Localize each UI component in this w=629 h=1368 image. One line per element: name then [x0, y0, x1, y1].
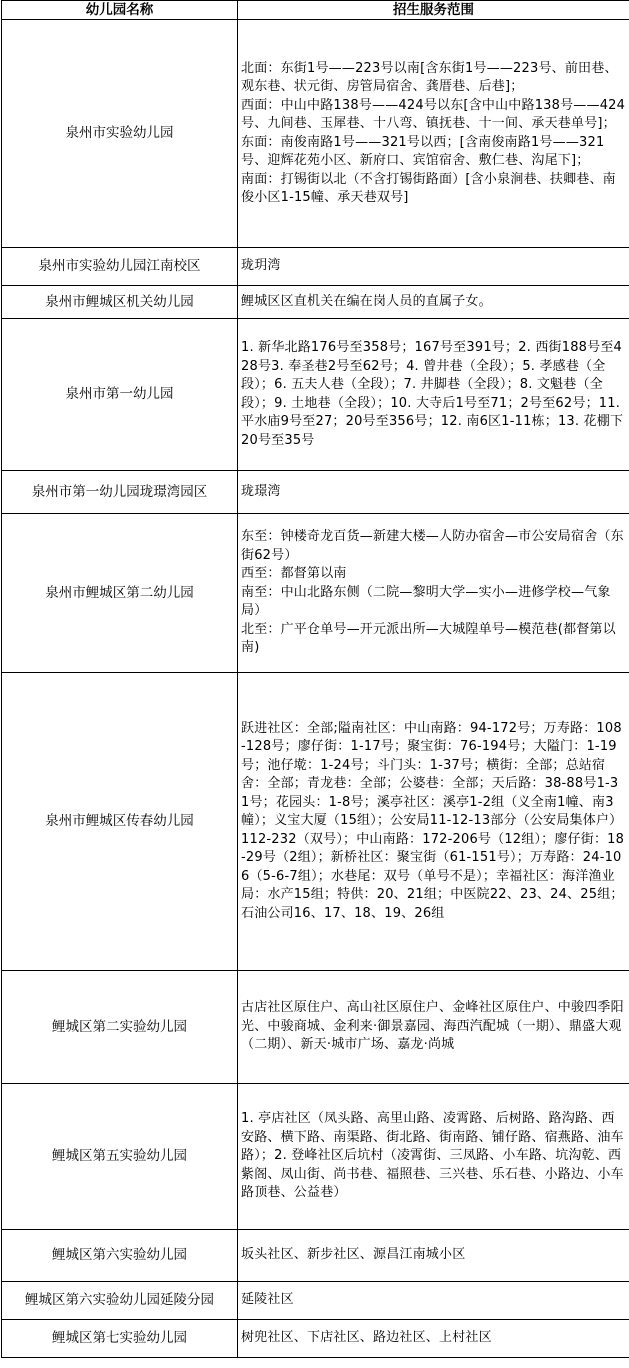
header-enrollment-scope: 招生服务范围: [238, 1, 629, 20]
enrollment-scope: [238, 673, 629, 971]
scope-line: 南至：中山北路东侧（二院—黎明大学—实小—进修学校—气象局）: [241, 584, 611, 619]
kindergarten-name: 鲤城区第二实验幼儿园: [2, 971, 238, 1084]
scope-line: 西面：中山中路138号——424号以东[含中山中路138号——424号、九间巷、玉犀巷、十八弯、镇抚巷、十一间、承天巷单号]；: [241, 97, 626, 131]
enrollment-table: [1, 0, 629, 1358]
scope-line: 珑玥湾: [241, 258, 281, 274]
table-row: [2, 1084, 629, 1230]
kindergarten-name: 泉州市鲤城区传春幼儿园: [2, 673, 238, 971]
table-row: [2, 248, 629, 286]
kindergarten-name: 泉州市鲤城区第二幼儿园: [2, 514, 238, 673]
enrollment-scope: [238, 1282, 629, 1320]
scope-line: 南面：打锡街以北（不含打锡街路面）[含小泉涧巷、扶卿巷、南俊小区1-15幢、承天巷双号]: [241, 171, 616, 205]
scope-line: 东面：南俊南路1号——321号以西；[含南俊南路1号——321号、迎辉花苑小区、新府口、宾馆宿舍、敷仁巷、沟尾下]；: [241, 134, 605, 168]
scope-line: 西至：都督第以南: [241, 566, 347, 582]
enrollment-scope: [238, 471, 629, 514]
table-row: [2, 971, 629, 1084]
scope-line: 北至：广平仓单号—开元派出所—大城隍单号—模范巷(都督第以南): [241, 621, 616, 656]
scope-line: 延陵社区: [241, 1292, 294, 1308]
kindergarten-name: 鲤城区第六实验幼儿园: [2, 1230, 238, 1282]
scope-line: 古店社区原住户、高山社区原住户、金峰社区原住户、中骏四季阳光、中骏商城、金利来·御景嘉园、海西汽配城（一期）、鼎盛大观（二期）、新天·城市广场、嘉龙·尚城: [241, 1000, 624, 1053]
kindergarten-name: 泉州市第一幼儿园: [2, 319, 238, 471]
enrollment-scope: [238, 1320, 629, 1358]
scope-line: 珑璟湾: [241, 483, 281, 499]
enrollment-scope: [238, 1230, 629, 1282]
enrollment-scope: [238, 20, 629, 248]
scope-line: 东至：钟楼奇龙百货—新建大楼—人防办宿舍—市公安局宿舍（东街62号）: [241, 529, 624, 563]
enrollment-scope: [238, 248, 629, 286]
scope-line: 坂头社区、新步社区、源昌江南城小区: [241, 1247, 466, 1263]
scope-line: 1. 新华北路176号至358号；167号至391号；2. 西街188号至428号3. 奉圣巷2号至62号；4. 曾井巷（全段）；5. 孝感巷（全段）；6. 五夫人巷（全段）；7. 井脚巷（全段）；8. 文魁巷（全段）；9. 土地巷（全段）；10. 大寺后1号至71；2号至62号；11. 平水庙9号至27；20号至356号；12. 南6区1-11栋；13. 花棚下20号至35号: [241, 340, 624, 448]
table-row: [2, 20, 629, 248]
table-row: [2, 1320, 629, 1358]
kindergarten-name: 鲤城区第五实验幼儿园: [2, 1084, 238, 1230]
scope-line: 跃进社区：全部;隘南社区：中山南路：94-172号；万寿路：108-128号；廖仔街：1-17号；聚宝街：76-194号；大隘门：1-19号；池仔墘：1-24号；斗门头：1-37号；横街：全部；总站宿舍：全部；青龙巷：全部；公婆巷：全部；天后路：38-88号1-31号；花园头：1-8号；溪亭社区：溪亭1-2组（义全南1幢、南3幢）；义宝大厦（15组）；公安局11-12-13部分（公安局集体户）112-232（双号）；中山南路：172-206号（12组）；廖仔街：18-29号（2组）；新桥社区：聚宝街（61-151号）；万寿路：24-106（5-6-7组）；水巷尾：双号（单号不是）；幸福社区：海洋渔业局：水产15组；特供：20、21组；中医院22、23、24、25组；石油公司16、17、18、19、26组: [241, 720, 625, 921]
table-header-row: [2, 1, 629, 20]
scope-line: 鲤城区区直机关在编在岗人员的直属子女。: [241, 293, 492, 309]
table-row: [2, 1230, 629, 1282]
kindergarten-name: 泉州市实验幼儿园江南校区: [2, 248, 238, 286]
enrollment-scope: [238, 1084, 629, 1230]
scope-line: 北面：东街1号——223号以南[含东街1号——223号、前田巷、观东巷、状元街、房管局宿舍、龚厝巷、后巷]；: [241, 60, 618, 94]
kindergarten-name: 泉州市实验幼儿园: [2, 20, 238, 248]
scope-line: 树兜社区、下店社区、路边社区、上村社区: [241, 1330, 492, 1346]
enrollment-scope: [238, 514, 629, 673]
table-row: [2, 514, 629, 673]
table-row: [2, 1282, 629, 1320]
kindergarten-name: 鲤城区第六实验幼儿园延陵分园: [2, 1282, 238, 1320]
kindergarten-name: 泉州市第一幼儿园珑璟湾园区: [2, 471, 238, 514]
table-row: [2, 286, 629, 319]
enrollment-scope: [238, 286, 629, 319]
kindergarten-name: 鲤城区第七实验幼儿园: [2, 1320, 238, 1358]
table-row: [2, 673, 629, 971]
enrollment-scope: [238, 319, 629, 471]
header-kindergarten-name: 幼儿园名称: [2, 1, 238, 20]
table-row: [2, 319, 629, 471]
kindergarten-name: 泉州市鲤城区机关幼儿园: [2, 286, 238, 319]
table-row: [2, 471, 629, 514]
scope-line: 1. 亭店社区（凤头路、高里山路、凌霄路、后树路、路沟路、西安路、横下路、南渠路、街北路、街南路、铺仔路、宿燕路、油车路）；2. 登峰社区后坑村（凌霄街、三凤路、小车路、坑沟乾、西紫阁、凤山街、尚书巷、福照巷、三兴巷、乐石巷、小路边、小车路顶巷、公益巷）: [241, 1111, 624, 1201]
enrollment-scope: [238, 971, 629, 1084]
